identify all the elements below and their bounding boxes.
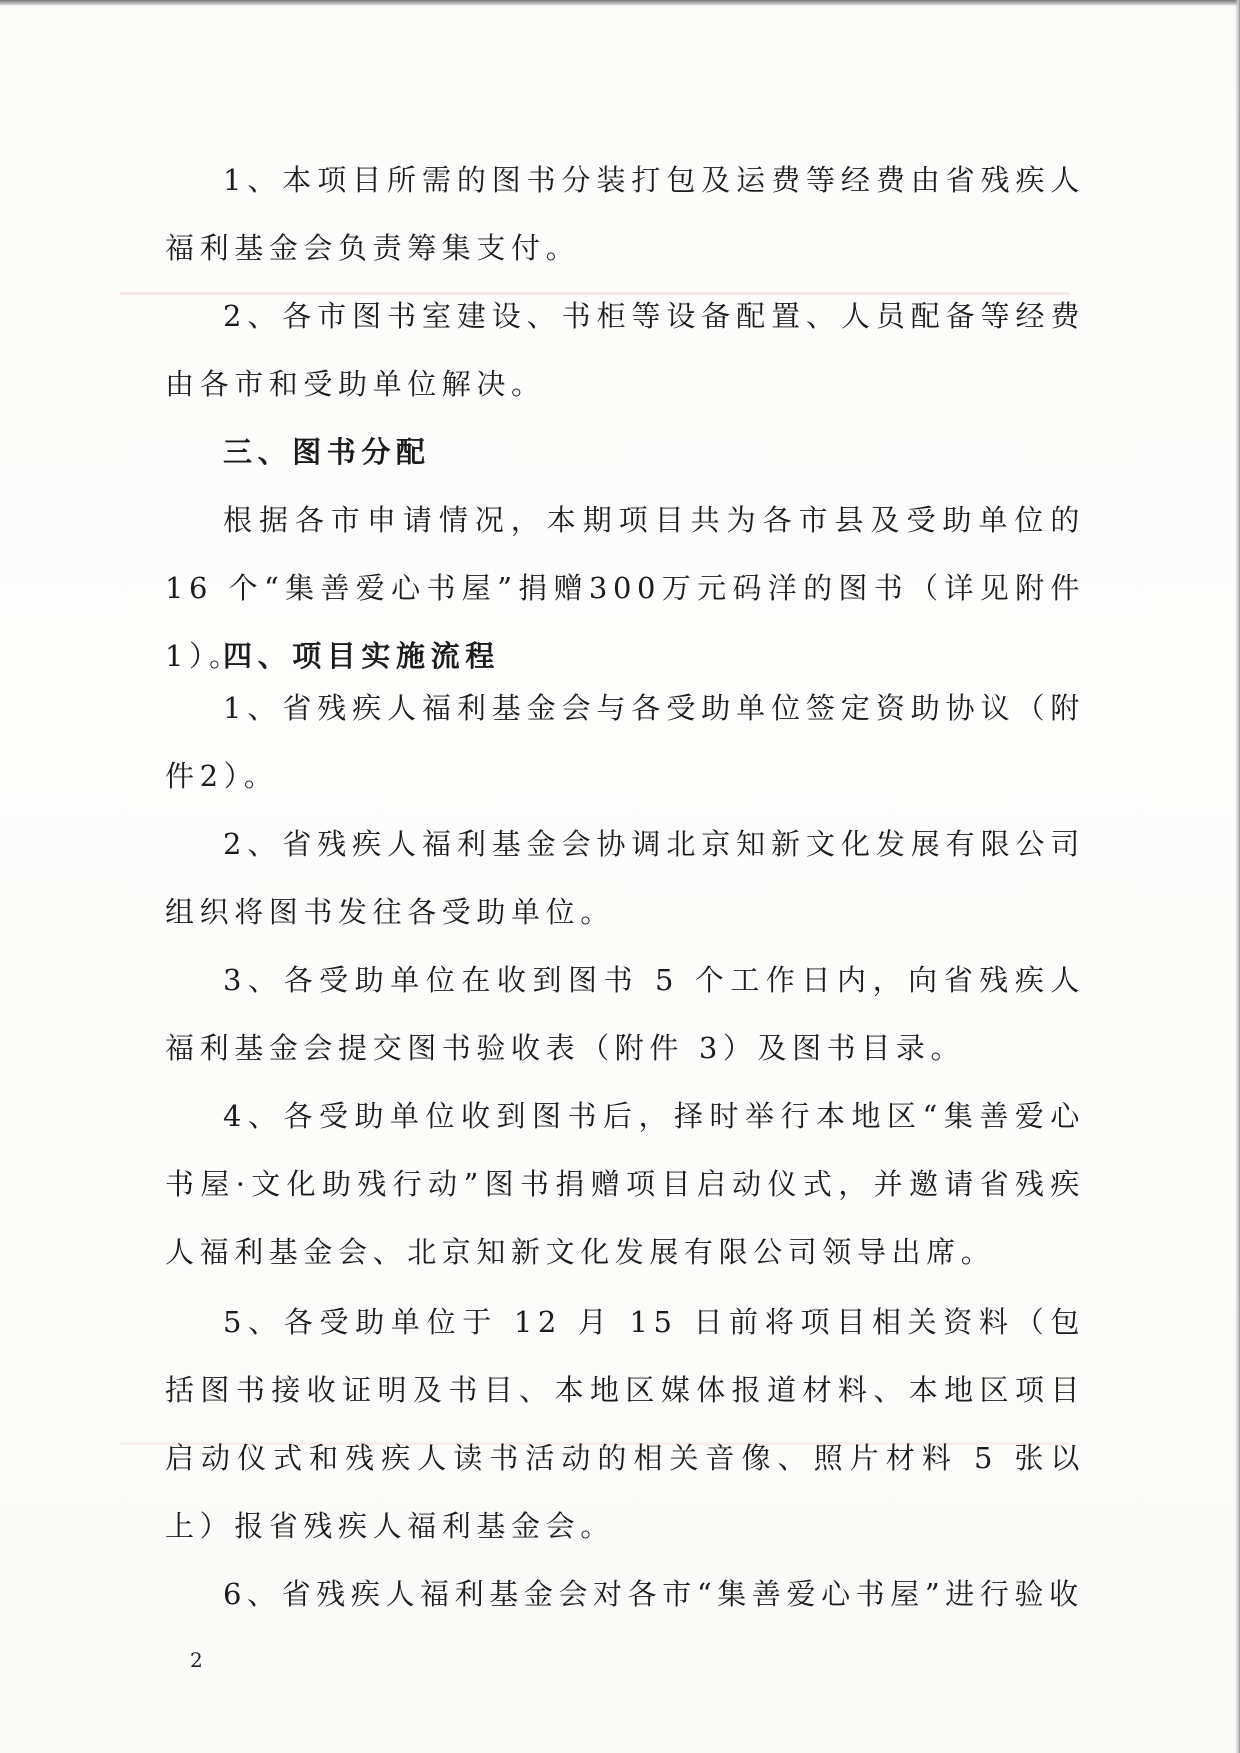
paragraph-step-3: 3、各受助单位在收到图书 5 个工作日内，向省残疾人福利基金会提交图书验收表（附件 3）及图书目录。 (165, 963, 1085, 1065)
heading-implementation-process: 四、项目实施流程 (223, 639, 500, 673)
scan-edge-top (0, 0, 1240, 6)
heading-book-distribution: 三、图书分配 (223, 435, 431, 469)
paragraph-funding-library: 2、各市图书室建设、书柜等设备配置、人员配备等经费由各市和受助单位解决。 (165, 299, 1085, 401)
scan-edge-right (1235, 0, 1240, 1753)
paragraph-funding-packaging: 1、本项目所需的图书分装打包及运费等经费由省残疾人福利基金会负责筹集支付。 (165, 163, 1085, 265)
paragraph-step-5: 5、各受助单位于 12 月 15 日前将项目相关资料（包括图书接收证明及书目、本地区媒体报道材料、本地区项目启动仪式和残疾人读书活动的相关音像、照片材料 5 张以上）报省残疾人福利基金会。 (165, 1305, 1085, 1543)
page-number: 2 (190, 1648, 203, 1672)
paragraph-step-2: 2、省残疾人福利基金会协调北京知新文化发展有限公司组织将图书发往各受助单位。 (165, 827, 1085, 929)
paragraph-book-distribution: 根据各市申请情况，本期项目共为各市县及受助单位的 16 个“集善爱心书屋”捐赠300万元码洋的图书（详见附件1）。 (165, 503, 1085, 673)
paragraph-step-6: 6、省残疾人福利基金会对各市“集善爱心书屋”进行验收 (223, 1577, 1084, 1611)
paragraph-step-4: 4、各受助单位收到图书后，择时举行本地区“集善爱心书屋·文化助残行动”图书捐赠项目启动仪式，并邀请省残疾人福利基金会、北京知新文化发展有限公司领导出席。 (165, 1099, 1085, 1269)
paragraph-step-1: 1、省残疾人福利基金会与各受助单位签定资助协议（附件2）。 (165, 691, 1085, 793)
